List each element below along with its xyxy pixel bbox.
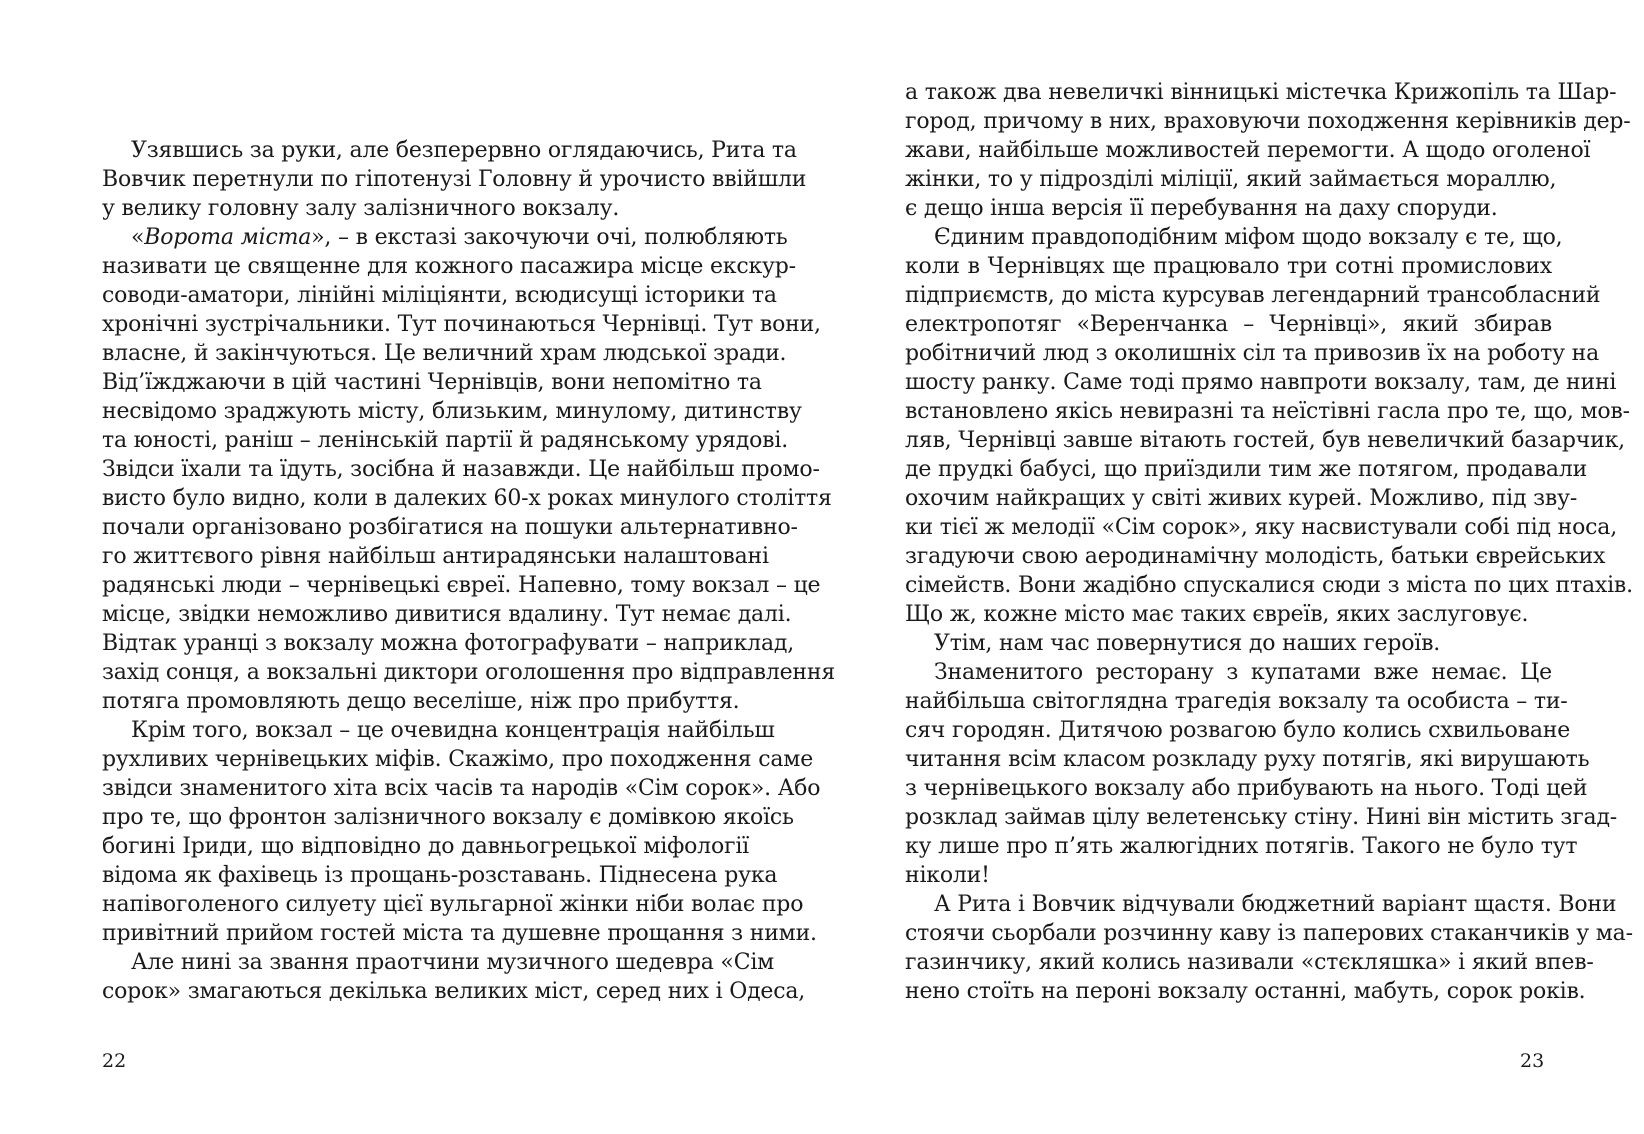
text-line: охочим найкращих у світі живих курей. Можливо, під зву- [905,486,1578,511]
text-line: сімейств. Вони жадібно спускалися сюди з міста по цих птахів. [905,573,1633,598]
text-line: газинчику, який колись називали «стєкляшка» і який впев- [905,950,1594,975]
text-line: ку лише про п’ять жалюгідних потягів. Такого не було тут [905,834,1578,859]
text-line: город, причому в них, враховуючи походження керівників дер- [905,109,1631,134]
text-line: ки тієї ж мелодії «Сім сорок», яку насвистували собі під носа, [905,515,1617,540]
text-line: «Ворота міста», – в екстазі закочуючи очі, полюбляють [131,225,788,250]
text-line: го життєвого рівня найбільш антирадянськи налаштовані [102,544,769,569]
text-line: радянські люди – чернівецькі євреї. Напевно, тому вокзал – це [102,573,821,598]
text-line: де прудкі бабусі, що приїздили тим же потягом, продавали [905,457,1588,482]
text-line: сяч городян. Дитячою розвагою було колись схвильоване [905,718,1571,743]
text-line: згадуючи свою аеродинамічну молодість, батьки єврейських [905,544,1606,569]
text-line: звідси знаменитого хіта всіх часів та народів «Сім сорок». Або [102,776,821,801]
text-line: читання всім класом розкладу руху потягів, які вирушають [905,747,1590,772]
text-line: Єдиним правдоподібним міфом щодо вокзалу є те, що, [934,225,1563,250]
text-line: підприємств, до міста курсував легендарний трансобласний [905,283,1601,308]
text-line: найбільша світоглядна трагедія вокзалу та особиста – ти- [905,689,1568,714]
text-line: Що ж, кожне місто має таких євреїв, яких заслуговує. [905,602,1529,627]
text-line: А Рита і Вовчик відчували бюджетний варіант щастя. Вони [934,892,1617,917]
text-line: Узявшись за руки, але безперервно оглядаючись, Рита та [131,138,797,163]
text-line: шосту ранку. Саме тоді прямо навпроти вокзалу, там, де нині [905,370,1617,395]
text-line: у велику головну залу залізничного вокзалу. [102,196,620,221]
text-line: про те, що фронтон залізничного вокзалу є домівкою якоїсь [102,805,794,830]
text-line: рухливих чернівецьких міфів. Скажімо, про походження саме [102,747,814,772]
text-line: з чернівецького вокзалу або прибувають на нього. Тоді цей [905,776,1588,801]
text-line: почали організовано розбігатися на пошуки альтернативно- [102,515,798,540]
text-line: Крім того, вокзал – це очевидна концентрація найбільш [131,718,775,743]
text-line: Звідси їхали та їдуть, зосібна й назавжди. Це найбільш промо- [102,457,820,482]
text-line: відома як фахівець із прощань-розставань. Піднесена рука [102,863,778,888]
text-line: Від’їжджаючи в цій частині Чернівців, вони непомітно та [102,370,762,395]
text-line: а також два невеличкі вінницькі містечка Крижопіль та Шар- [905,80,1617,105]
left-page-text [102,136,836,1006]
text-line: робітничий люд з околишніх сіл та привозив їх на роботу на [905,341,1600,366]
text-line: Вовчик перетнули по гіпотенузі Головну й урочисто ввійшли [102,167,807,192]
text-line: ляв, Чернівці завше вітають гостей, був невеличкий базарчик, [905,428,1625,453]
text-line: називати це священне для кожного пасажира місце екскур- [102,254,796,279]
text-line: жави, найбільше можливостей перемогти. А щодо оголеної [905,138,1591,163]
text-line: висто було видно, коли в далеких 60-х роках минулого століття [102,486,832,511]
text-line: Знаменитого ресторану з купатами вже немає. Це [934,660,1552,685]
text-line: привітний прийом гостей міста та душевне прощання з ними. [102,921,817,946]
text-line: потяга промовляють дещо веселіше, ніж про прибуття. [102,689,740,714]
text-line: місце, звідки неможливо дивитися вдалину. Тут немає далі. [102,602,792,627]
text-line: нено стоїть на пероні вокзалу останні, мабуть, сорок років. [905,979,1586,1004]
text-line: соводи-аматори, лінійні міліціянти, всюдисущі історики та [102,283,777,308]
text-line: богині Іриди, що відповідно до давньогрецької міфології [102,834,749,859]
text-line: коли в Чернівцях ще працювало три сотні промислових [905,254,1552,279]
text-line: напівоголеного силуету цієї вульгарної жінки ніби волає про [102,892,804,917]
text-line: хронічні зустрічальники. Тут починаються Чернівці. Тут вони, [102,312,821,337]
text-line: стоячи сьорбали розчинну каву із паперових стаканчиків у ма- [905,921,1633,946]
page-number-right: 23 [1520,1050,1545,1072]
text-line: ніколи! [905,863,990,888]
text-line: Утім, нам час повернутися до наших героїв. [934,631,1441,656]
text-line: Відтак уранці з вокзалу можна фотографувати – наприклад, [102,631,794,656]
text-line: розклад займав цілу велетенську стіну. Нині він містить згад- [905,805,1618,830]
page-number-left: 22 [102,1050,127,1072]
text-line: встановлено якісь невиразні та неїстівні гасла про те, що, мов- [905,399,1630,424]
right-page-text [905,78,1633,1006]
text-line: є дещо інша версія її перебування на даху споруди. [905,196,1498,221]
text-line: електропотяг «Веренчанка – Чернівці», який збирав [905,312,1552,337]
text-line: несвідомо зраджують місту, близьким, минулому, дитинству [102,399,802,424]
text-line: власне, й закінчуються. Це величний храм людської зради. [102,341,787,366]
text-line: захід сонця, а вокзальні диктори оголошення про відправлення [102,660,836,685]
text-line: Але нині за звання праотчини музичного шедевра «Сім [131,950,775,975]
text-line: та юності, раніш – ленінській партії й радянському урядові. [102,428,788,453]
text-line: жінки, то у підрозділі міліції, який займається мораллю, [905,167,1557,192]
text-line: сорок» змагаються декілька великих міст, серед них і Одеса, [102,979,806,1004]
